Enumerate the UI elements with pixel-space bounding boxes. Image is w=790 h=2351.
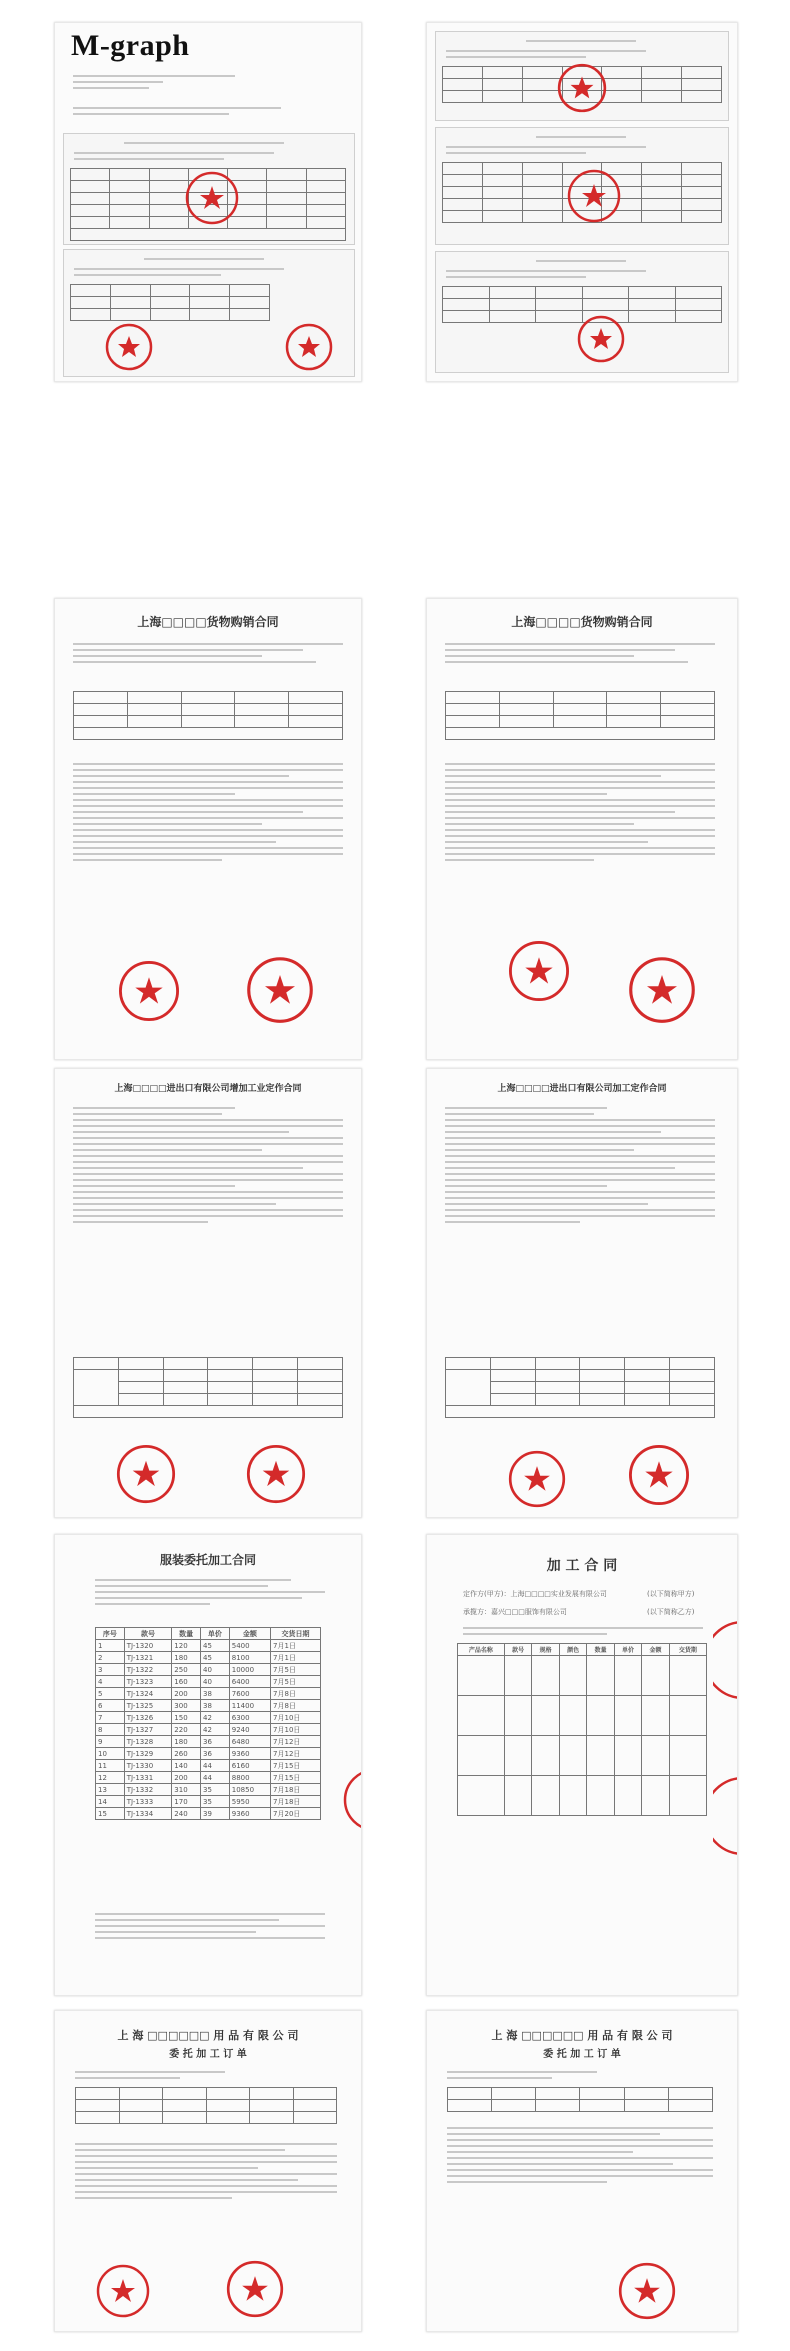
- table-cell: 36: [201, 1748, 230, 1760]
- table-cell: 4: [96, 1676, 125, 1688]
- red-seal-stamp: [627, 1443, 691, 1507]
- table-cell: 5400: [229, 1640, 270, 1652]
- table-cell: 7月15日: [271, 1760, 321, 1772]
- embedded-contract-2: [63, 249, 355, 377]
- table-cell: 7月18日: [271, 1796, 321, 1808]
- col-header: 颜色: [559, 1644, 586, 1656]
- page-subtitle: 委 托 加 工 订 单: [169, 2049, 247, 2060]
- table-cell: 260: [172, 1748, 201, 1760]
- col-header: 款号: [504, 1644, 531, 1656]
- table-cell: 39: [201, 1808, 230, 1820]
- intro-lines: [447, 2067, 597, 2083]
- table-cell: 14: [96, 1796, 125, 1808]
- table-cell: 8800: [229, 1772, 270, 1784]
- col-header: 产品名称: [458, 1644, 505, 1656]
- terms-lines: [73, 759, 343, 865]
- table-row: [96, 1760, 321, 1772]
- table-cell: 250: [172, 1664, 201, 1676]
- table-row: [96, 1664, 321, 1676]
- col-header: 规格: [532, 1644, 559, 1656]
- table-cell: TJ-1325: [124, 1700, 172, 1712]
- red-seal-stamp: [95, 2263, 151, 2319]
- col-header: 序号: [96, 1628, 125, 1640]
- table-cell: 200: [172, 1688, 201, 1700]
- red-seal-stamp: [617, 2261, 677, 2321]
- page-title: 上海□□□□货物购销合同: [137, 615, 279, 629]
- table-cell: TJ-1331: [124, 1772, 172, 1784]
- table-cell: 170: [172, 1796, 201, 1808]
- table-cell: 42: [201, 1712, 230, 1724]
- red-seal-stamp: [284, 322, 334, 372]
- table-cell: 9360: [229, 1748, 270, 1760]
- table-cell: 15: [96, 1808, 125, 1820]
- goods-table: [73, 691, 343, 740]
- process-table: [445, 1357, 715, 1418]
- table-cell: 7月12日: [271, 1736, 321, 1748]
- party-a-note: (以下简称甲方): [647, 1590, 695, 1598]
- table-cell: 36: [201, 1736, 230, 1748]
- document-page-8: [426, 1534, 738, 1996]
- terms-lines: [447, 2123, 713, 2187]
- table-cell: 44: [201, 1772, 230, 1784]
- table-cell: 7: [96, 1712, 125, 1724]
- table-cell: 6: [96, 1700, 125, 1712]
- table-row: [96, 1796, 321, 1808]
- intro-lines: [73, 103, 333, 119]
- page-title: 上海□□□□进出口有限公司加工定作合同: [497, 1084, 667, 1094]
- table-cell: 7月1日: [271, 1640, 321, 1652]
- table-cell: 180: [172, 1736, 201, 1748]
- table-cell: TJ-1329: [124, 1748, 172, 1760]
- table-cell: 11400: [229, 1700, 270, 1712]
- table-cell: 1: [96, 1640, 125, 1652]
- document-page-5: [54, 1068, 362, 1518]
- red-seal-stamp: [576, 314, 626, 364]
- red-seal-stamp: [117, 959, 181, 1023]
- order-table: [447, 2087, 713, 2112]
- table-cell: 9360: [229, 1808, 270, 1820]
- document-page-6: [426, 1068, 738, 1518]
- embedded-contract-4: [435, 127, 729, 245]
- page-title: 上海□□□□进出口有限公司增加工业定作合同: [114, 1084, 302, 1094]
- table-cell: 220: [172, 1724, 201, 1736]
- document-page-10: [426, 2010, 738, 2332]
- red-seal-stamp: [556, 62, 608, 114]
- table-cell: 7月10日: [271, 1724, 321, 1736]
- intro-lines: [75, 2067, 225, 2083]
- red-seal-stamp: [627, 955, 697, 1025]
- table-row: [96, 1724, 321, 1736]
- document-page-9: [54, 2010, 362, 2332]
- red-seal-stamp-partial: [339, 1765, 362, 1835]
- table-cell: 13: [96, 1784, 125, 1796]
- red-seal-stamp-partial: [713, 1615, 738, 1705]
- table-cell: 44: [201, 1760, 230, 1772]
- table-cell: TJ-1323: [124, 1676, 172, 1688]
- table-cell: 7月15日: [271, 1772, 321, 1784]
- table-row: [96, 1640, 321, 1652]
- page-title: 上 海 □□□□□□ 用 品 有 限 公 司: [491, 2029, 673, 2042]
- table-cell: 10850: [229, 1784, 270, 1796]
- table-cell: 40: [201, 1676, 230, 1688]
- table-row: [96, 1784, 321, 1796]
- document-page-7: [54, 1534, 362, 1996]
- table-cell: TJ-1334: [124, 1808, 172, 1820]
- page-title: 上 海 □□□□□□ 用 品 有 限 公 司: [117, 2029, 299, 2042]
- col-header: 交货期: [669, 1644, 706, 1656]
- table-cell: 6160: [229, 1760, 270, 1772]
- red-seal-stamp: [245, 955, 315, 1025]
- red-seal-stamp: [507, 1449, 567, 1509]
- embedded-contract-3: [435, 31, 729, 121]
- table-row: [96, 1808, 321, 1820]
- intro-lines: [463, 1623, 703, 1639]
- col-header: 单价: [201, 1628, 230, 1640]
- table-cell: 40: [201, 1664, 230, 1676]
- table-cell: 2: [96, 1652, 125, 1664]
- col-header: 款号: [124, 1628, 172, 1640]
- col-header: 金额: [229, 1628, 270, 1640]
- goods-table: [445, 691, 715, 740]
- page-subtitle: 委 托 加 工 订 单: [543, 2049, 621, 2060]
- table-cell: 7月18日: [271, 1784, 321, 1796]
- table-cell: 120: [172, 1640, 201, 1652]
- table-row: [96, 1652, 321, 1664]
- red-seal-stamp: [507, 939, 571, 1003]
- table-row: [96, 1676, 321, 1688]
- table-cell: 7月1日: [271, 1652, 321, 1664]
- document-page-2: [426, 22, 738, 382]
- red-seal-stamp: [245, 1443, 307, 1505]
- intro-lines: [73, 639, 343, 667]
- table-cell: TJ-1333: [124, 1796, 172, 1808]
- table-cell: 8: [96, 1724, 125, 1736]
- table-cell: 160: [172, 1676, 201, 1688]
- intro-lines: [95, 1575, 325, 1609]
- table-cell: 200: [172, 1772, 201, 1784]
- table-cell: 7月5日: [271, 1676, 321, 1688]
- order-table: [95, 1627, 321, 1820]
- table-cell: 7月12日: [271, 1748, 321, 1760]
- table-cell: 7月20日: [271, 1808, 321, 1820]
- document-page-1: [54, 22, 362, 382]
- table-cell: 8100: [229, 1652, 270, 1664]
- terms-lines: [95, 1909, 325, 1943]
- col-header: 数量: [587, 1644, 614, 1656]
- table-row: [96, 1712, 321, 1724]
- table-cell: 35: [201, 1784, 230, 1796]
- table-row: [96, 1700, 321, 1712]
- table-cell: 11: [96, 1760, 125, 1772]
- red-seal-stamp-partial: [713, 1771, 738, 1861]
- col-header: 交货日期: [271, 1628, 321, 1640]
- header-text-lines: [73, 71, 253, 93]
- table-cell: 9240: [229, 1724, 270, 1736]
- table-cell: 35: [201, 1796, 230, 1808]
- table-cell: TJ-1321: [124, 1652, 172, 1664]
- table-cell: 7月10日: [271, 1712, 321, 1724]
- terms-lines: [73, 1103, 343, 1227]
- page-title: 加 工 合 同: [546, 1558, 618, 1574]
- table-cell: 7月5日: [271, 1664, 321, 1676]
- document-page-3: [54, 598, 362, 1060]
- document-page-4: [426, 598, 738, 1060]
- table-cell: 45: [201, 1640, 230, 1652]
- table-row: [96, 1772, 321, 1784]
- red-seal-stamp: [115, 1443, 177, 1505]
- table-cell: TJ-1332: [124, 1784, 172, 1796]
- intro-lines: [445, 639, 715, 667]
- party-a: 定作方(甲方)：上海□□□□实业发展有限公司: [463, 1590, 607, 1598]
- terms-lines: [445, 1103, 715, 1227]
- party-b-note: (以下简称乙方): [647, 1608, 695, 1616]
- red-seal-stamp: [566, 168, 622, 224]
- table-cell: 7月8日: [271, 1700, 321, 1712]
- table-cell: 38: [201, 1700, 230, 1712]
- table-cell: TJ-1326: [124, 1712, 172, 1724]
- table-row: [96, 1736, 321, 1748]
- order-table: [75, 2087, 337, 2124]
- page-title: 上海□□□□货物购销合同: [511, 615, 653, 629]
- red-seal-stamp: [225, 2259, 285, 2319]
- terms-lines: [75, 2139, 337, 2203]
- col-header: 数量: [172, 1628, 201, 1640]
- table-cell: 9: [96, 1736, 125, 1748]
- table-cell: TJ-1330: [124, 1760, 172, 1772]
- embedded-contract-1: [63, 133, 355, 245]
- table-cell: TJ-1320: [124, 1640, 172, 1652]
- table-cell: 6480: [229, 1736, 270, 1748]
- table-cell: 180: [172, 1652, 201, 1664]
- table-cell: 10: [96, 1748, 125, 1760]
- page-title: 服装委托加工合同: [159, 1553, 256, 1567]
- red-seal-stamp: [104, 322, 154, 372]
- table-cell: 7月8日: [271, 1688, 321, 1700]
- table-cell: 45: [201, 1652, 230, 1664]
- table-cell: 42: [201, 1724, 230, 1736]
- contract-table-2: [70, 284, 270, 321]
- table-cell: 300: [172, 1700, 201, 1712]
- table-cell: TJ-1327: [124, 1724, 172, 1736]
- terms-lines: [445, 759, 715, 865]
- table-cell: 5950: [229, 1796, 270, 1808]
- party-b: 承揽方：嘉兴□□□服饰有限公司: [463, 1608, 567, 1616]
- table-cell: 240: [172, 1808, 201, 1820]
- col-header: 金额: [642, 1644, 669, 1656]
- process-table: [73, 1357, 343, 1418]
- table-cell: 5: [96, 1688, 125, 1700]
- table-cell: 310: [172, 1784, 201, 1796]
- col-header: 单价: [614, 1644, 641, 1656]
- table-cell: 7600: [229, 1688, 270, 1700]
- table-cell: TJ-1324: [124, 1688, 172, 1700]
- table-cell: TJ-1322: [124, 1664, 172, 1676]
- table-cell: 140: [172, 1760, 201, 1772]
- table-cell: 3: [96, 1664, 125, 1676]
- table-cell: 10000: [229, 1664, 270, 1676]
- table-cell: 6300: [229, 1712, 270, 1724]
- m-graph-logo: M-graph: [71, 29, 190, 62]
- table-row: [96, 1688, 321, 1700]
- embedded-contract-5: [435, 251, 729, 373]
- table-cell: 6400: [229, 1676, 270, 1688]
- table-cell: 12: [96, 1772, 125, 1784]
- table-row: [96, 1748, 321, 1760]
- red-seal-stamp: [184, 170, 240, 226]
- table-cell: TJ-1328: [124, 1736, 172, 1748]
- table-cell: 38: [201, 1688, 230, 1700]
- processing-table: [457, 1643, 707, 1816]
- table-cell: 150: [172, 1712, 201, 1724]
